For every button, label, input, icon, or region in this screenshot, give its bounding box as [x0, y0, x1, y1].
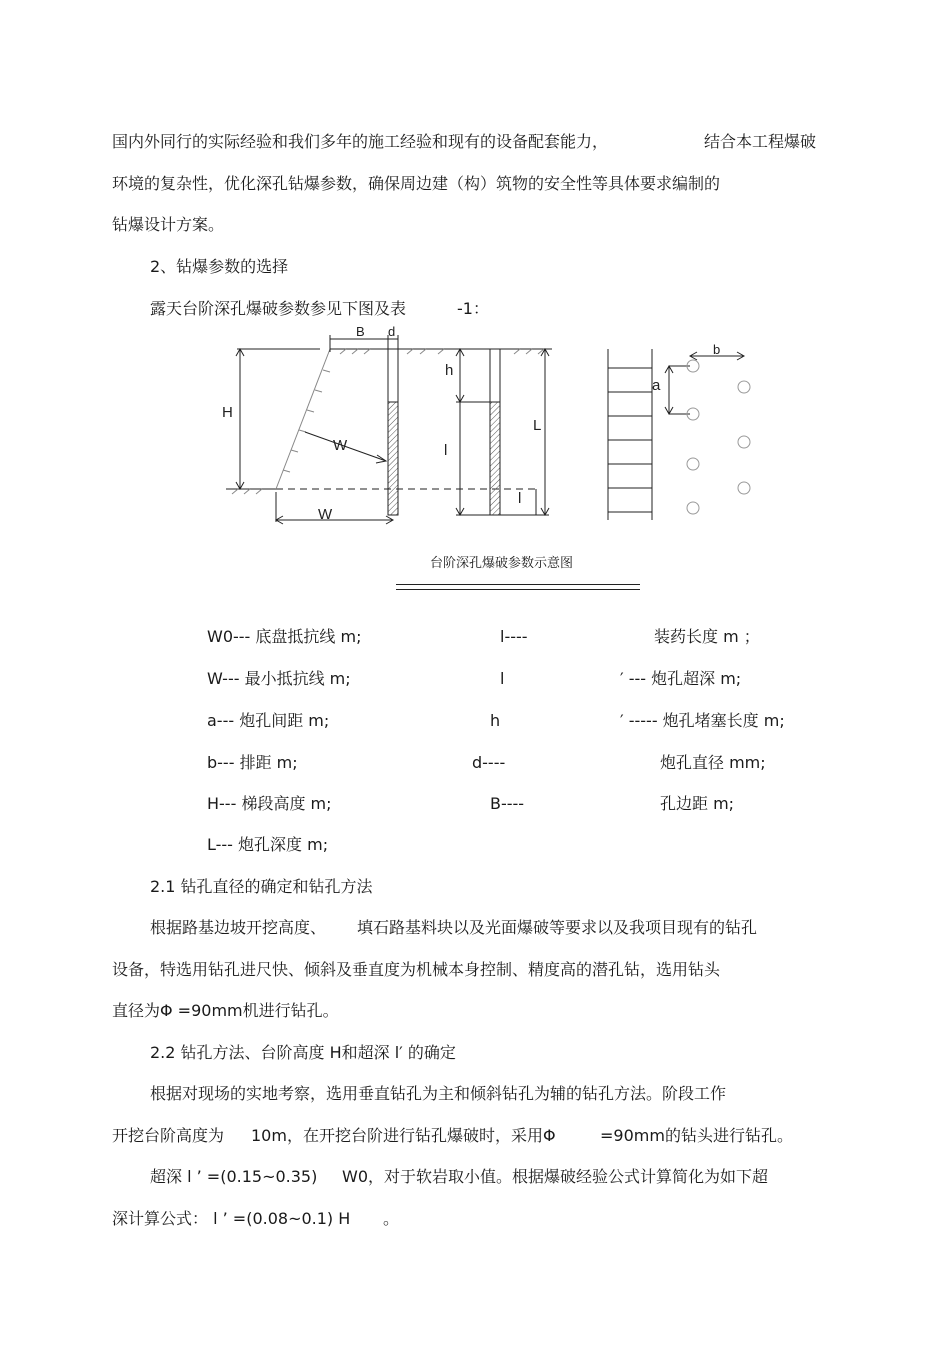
diagram-label-B: B: [356, 324, 365, 339]
paragraph-line: 。: [383, 1209, 400, 1228]
paragraph-line: 开挖台阶高度为: [112, 1126, 225, 1145]
diagram-label-W: W: [333, 437, 348, 454]
diagram-label-W0: W: [318, 506, 333, 523]
diagram-label-H: H: [222, 404, 233, 421]
legend-item: b--- 排距 m;: [207, 753, 298, 772]
legend-item: 装药长度 m ；: [654, 627, 760, 646]
paragraph-line: 根据路基边坡开挖高度、: [150, 918, 327, 937]
legend-item: d----: [472, 753, 506, 772]
paragraph-line: 10m，在开挖台阶进行钻孔爆破时，采用Φ: [251, 1126, 556, 1145]
legend-item: 炮孔直径 mm;: [660, 753, 766, 772]
paragraph-line: 国内外同行的实际经验和我们多年的施工经验和现有的设备配套能力，: [112, 132, 609, 151]
paragraph-line: =90mm的钻头进行钻孔。: [600, 1126, 793, 1145]
legend-item: 孔边距 m;: [660, 794, 735, 813]
legend-item: l: [500, 669, 505, 688]
paragraph-line: 钻爆设计方案。: [112, 215, 225, 234]
diagram-label-l: l: [444, 442, 448, 459]
paragraph-line: 超深 l ’ =(0.15~0.35): [150, 1167, 318, 1186]
legend-item: ′ ----- 炮孔堵塞长度 m;: [620, 711, 785, 730]
legend-item: a--- 炮孔间距 m;: [207, 711, 330, 730]
diagram-label-b: b: [713, 342, 721, 357]
diagram-label-l-prime: l: [518, 490, 522, 507]
caption-rule: [396, 589, 640, 590]
paragraph-line: 填石路基料块以及光面爆破等要求以及我项目现有的钻孔: [357, 918, 758, 937]
paragraph-line: 直径为Φ =90mm机进行钻孔。: [112, 1001, 339, 1020]
diagram-label-h: h: [445, 362, 454, 379]
diagram-label-a: a: [652, 377, 661, 394]
blasting-parameter-diagram: [0, 0, 950, 540]
paragraph-line: 环境的复杂性，优化深孔钻爆参数，确保周边建（构）筑物的安全性等具体要求编制的: [112, 174, 721, 193]
paragraph-line: 设备，特选用钻孔进尺快、倾斜及垂直度为机械本身控制、精度高的潜孔钻，选用钻头: [112, 960, 721, 979]
legend-item: L--- 炮孔深度 m;: [207, 835, 329, 854]
legend-item: h: [490, 711, 501, 730]
paragraph-line: 结合本工程爆破: [704, 132, 817, 151]
legend-item: B----: [490, 794, 525, 813]
diagram-caption: 台阶深孔爆破参数示意图: [430, 556, 574, 571]
section-heading: 2、钻爆参数的选择: [150, 257, 289, 276]
paragraph-line: 露天台阶深孔爆破参数参见下图及表: [150, 299, 407, 318]
paragraph-line: 根据对现场的实地考察，选用垂直钻孔为主和倾斜钻孔为辅的钻孔方法。阶段工作: [150, 1084, 727, 1103]
diagram-label-L: L: [533, 417, 542, 434]
legend-item: W--- 最小抵抗线 m;: [207, 669, 351, 688]
paragraph-line: 深计算公式： l ’ =(0.08~0.1) H: [112, 1209, 351, 1228]
caption-rule: [396, 584, 640, 585]
legend-item: ′ --- 炮孔超深 m;: [620, 669, 742, 688]
paragraph-line: -1：: [457, 299, 489, 318]
paragraph-line: W0，对于软岩取小值。根据爆破经验公式计算简化为如下超: [342, 1167, 769, 1186]
section-heading: 2.2 钻孔方法、台阶高度 H和超深 l′ 的确定: [150, 1043, 456, 1062]
legend-item: H--- 梯段高度 m;: [207, 794, 332, 813]
legend-item: W0--- 底盘抵抗线 m;: [207, 627, 362, 646]
section-heading: 2.1 钻孔直径的确定和钻孔方法: [150, 877, 373, 896]
legend-item: l----: [500, 627, 528, 646]
diagram-label-d: d: [388, 324, 396, 339]
